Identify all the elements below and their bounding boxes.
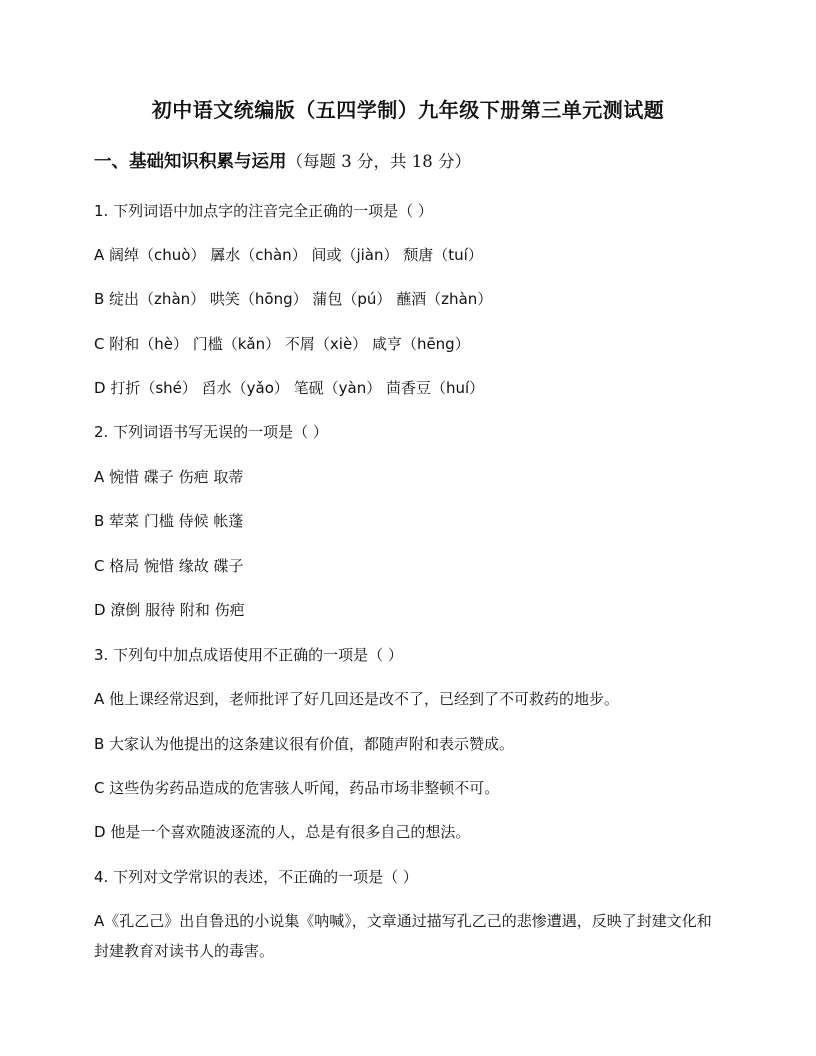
section-heading-note: （每题 3 分，共 18 分） [286,152,471,171]
question-3-option-c: C 这些伪劣药品造成的危害骇人听闻，药品市场非整顿不可。 [94,779,500,797]
question-1-option-c: C 附和（hè） 门槛（kǎn） 不屑（xiè） 咸亨（hēng） [94,335,470,353]
section-heading-main: 一、基础知识积累与运用 [94,152,287,172]
question-1-stem: 1. 下列词语中加点字的注音完全正确的一项是（ ） [94,202,433,220]
question-2-option-a: A 惋惜 碟子 伤疤 取蒂 [94,468,244,486]
question-1-option-a: A 阔绰（chuò） 羼水（chàn） 间或（jiàn） 颓唐（tuí） [94,246,483,264]
question-2-option-b: B 荤菜 门槛 侍候 帐蓬 [94,512,244,530]
page-title: 初中语文统编版（五四学制）九年级下册第三单元测试题 [151,98,665,122]
question-2-stem: 2. 下列词语书写无误的一项是（ ） [94,423,328,441]
question-4-stem: 4. 下列对文学常识的表述，不正确的一项是（ ） [94,868,418,886]
question-2-option-c: C 格局 惋惜 缘故 碟子 [94,557,244,575]
question-2-option-d: D 潦倒 服待 附和 伤疤 [94,601,245,619]
question-1-option-b: B 绽出（zhàn） 哄笑（hōng） 蒲包（pú） 蘸酒（zhàn） [94,290,493,308]
question-3-option-a: A 他上课经常迟到，老师批评了好几回还是改不了，已经到了不可救药的地步。 [94,690,620,708]
question-3-option-d: D 他是一个喜欢随波逐流的人，总是有很多自己的想法。 [94,823,471,841]
question-3-stem: 3. 下列句中加点成语使用不正确的一项是（ ） [94,646,403,664]
question-4-option-a: A《孔乙己》出自鲁迅的小说集《呐喊》，文章通过描写孔乙己的悲惨遭遇，反映了封建文化和封建教育对读书人的毒害。 [94,912,712,960]
question-1-option-d: D 打折（shé） 舀水（yǎo） 笔砚（yàn） 茴香豆（huí） [94,379,485,397]
question-3-option-b: B 大家认为他提出的这条建议很有价值，都随声附和表示赞成。 [94,735,515,753]
section-heading [94,150,471,174]
